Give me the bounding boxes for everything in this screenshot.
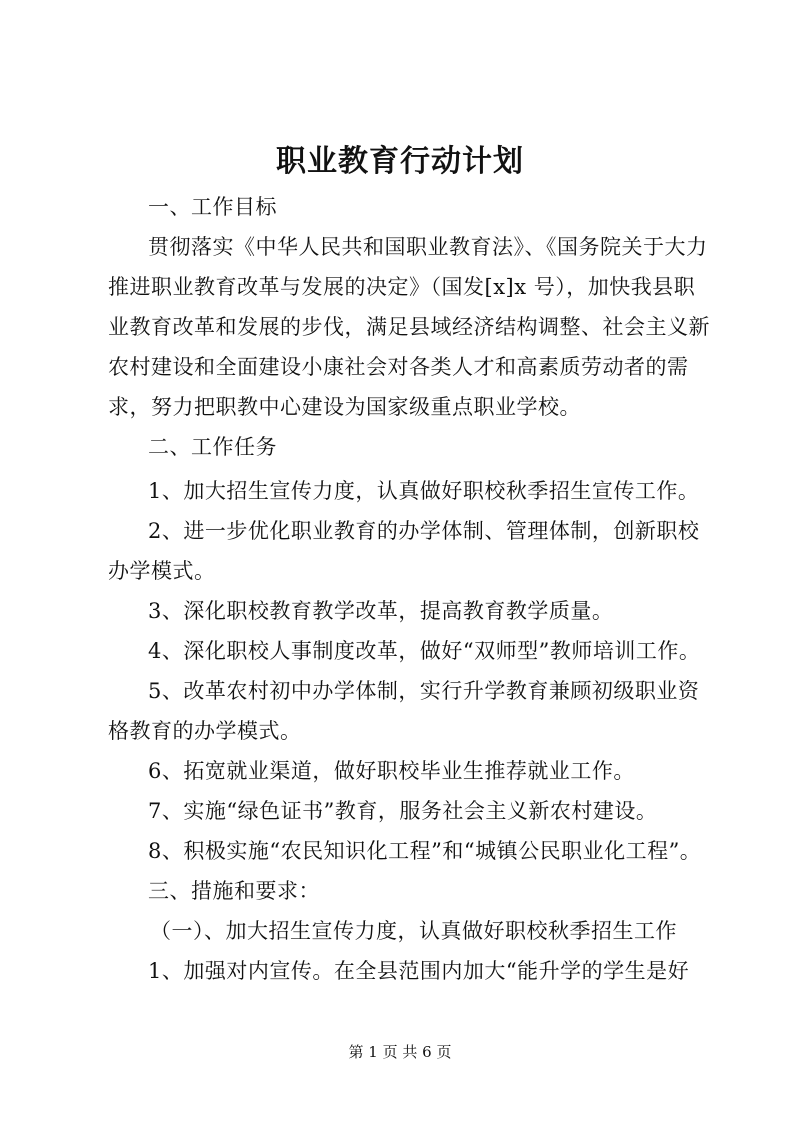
section-heading-measures: 三、措施和要求： (148, 879, 320, 903)
task-item: 6、拓宽就业渠道，做好职校毕业生推荐就业工作。 (148, 759, 635, 783)
paragraph-line: 业教育改革和发展的步伐，满足县域经济结构调整、社会主义新 (108, 315, 710, 339)
paragraph-line: 求，努力把职教中心建设为国家级重点职业学校。 (108, 395, 581, 419)
paragraph-line: 农村建设和全面建设小康社会对各类人才和高素质劳动者的需 (108, 355, 689, 379)
paragraph-line: 1、加强对内宣传。在全县范围内加大“能升学的学生是好 (148, 959, 690, 983)
task-item: 3、深化职校教育教学改革，提高教育教学质量。 (148, 599, 614, 623)
task-item: 7、实施“绿色证书”教育，服务社会主义新农村建设。 (148, 799, 658, 823)
page-number: 第 1 页 共 6 页 (348, 1043, 452, 1061)
task-item: 2、进一步优化职业教育的办学体制、管理体制，创新职校 (148, 519, 700, 543)
section-heading-tasks: 二、工作任务 (148, 435, 277, 459)
task-item-continuation: 格教育的办学模式。 (108, 719, 302, 743)
section-heading-goals: 一、工作目标 (148, 195, 277, 219)
task-item: 8、积极实施“农民知识化工程”和“城镇公民职业化工程”。 (148, 839, 702, 863)
subsection-heading: （一）、加大招生宣传力度，认真做好职校秋季招生工作 (150, 919, 677, 943)
task-item: 1、加大招生宣传力度，认真做好职校秋季招生宣传工作。 (148, 479, 700, 503)
task-item: 4、深化职校人事制度改革，做好“双师型”教师培训工作。 (148, 639, 701, 663)
task-item: 5、改革农村初中办学体制，实行升学教育兼顾初级职业资 (148, 679, 700, 703)
paragraph-line: 推进职业教育改革与发展的决定》（国发[x]x 号），加快我县职 (108, 275, 696, 299)
paragraph-line: 贯彻落实《中华人民共和国职业教育法》、《国务院关于大力 (148, 235, 708, 259)
document-title: 职业教育行动计划 (276, 144, 524, 179)
task-item-continuation: 办学模式。 (108, 559, 216, 583)
